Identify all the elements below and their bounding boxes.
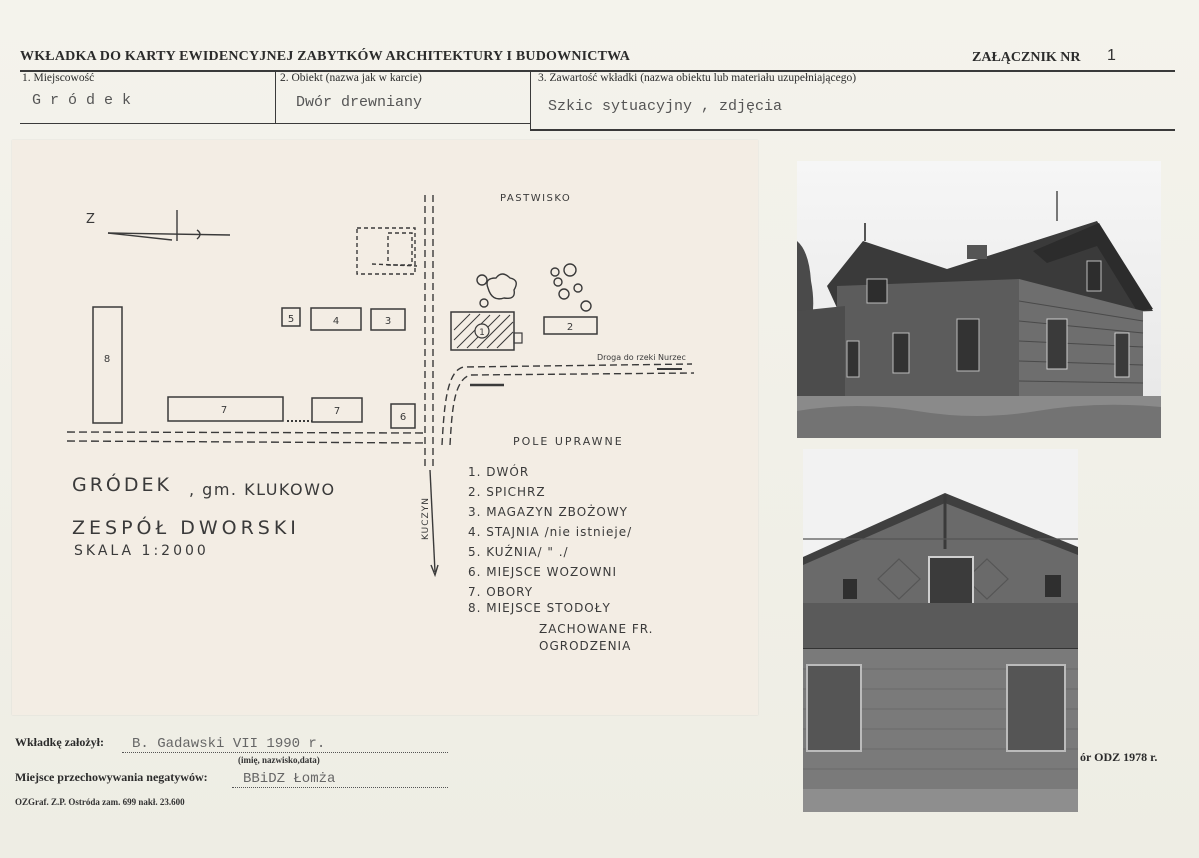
- legend-item-7: 7. OBORY: [468, 585, 534, 599]
- legend-item-6: 6. MIEJSCE WOZOWNI: [468, 565, 618, 579]
- fields-rule-right: [530, 129, 1175, 131]
- building-number-8: 8: [103, 354, 111, 365]
- legend-fence-line1: ZACHOWANE FR.: [539, 622, 654, 636]
- building-number-5: 5: [287, 314, 295, 325]
- building-8: [93, 307, 122, 423]
- building-number-2: 2: [566, 322, 574, 333]
- field-label: POLE UPRAWNE: [513, 435, 624, 448]
- field-divider-1: [275, 72, 276, 124]
- object-label: 2. Obiekt (nazwa jak w karcie): [280, 72, 422, 84]
- building-number-1: 1: [479, 328, 485, 338]
- street-label: KUCZYN: [421, 497, 431, 540]
- building-number-4: 4: [332, 316, 340, 327]
- site-sketch: [12, 140, 758, 715]
- legend-fence-line2: OGRODZENIA: [539, 639, 632, 653]
- site-plan-drawing: [12, 140, 758, 715]
- card-title: WKŁADKA DO KARTY EWIDENCYJNEJ ZABYTKÓW ARCHITEKTURY I BUDOWNICTWA: [20, 49, 631, 64]
- content-value: Szkic sytuacyjny , zdjęcia: [548, 98, 783, 115]
- source-note: ór ODZ 1978 r.: [1080, 750, 1158, 764]
- field-divider-2: [530, 72, 531, 130]
- north-arrow-icon: [108, 210, 230, 241]
- legend-item-3: 3. MAGAZYN ZBOŻOWY: [468, 505, 629, 519]
- created-by-label: Wkładkę założył:: [15, 735, 104, 749]
- locality-label: 1. Miejscowość: [22, 72, 95, 84]
- created-by-hint: (imię, nazwisko,data): [238, 755, 320, 765]
- legend-item-2: 2. SPICHRZ: [468, 485, 546, 499]
- annex-label: ZAŁĄCZNIK NR: [972, 50, 1081, 65]
- building-number-7b: 7: [333, 406, 341, 417]
- legend-item-4: 4. STAJNIA /nie istnieje/: [468, 525, 633, 539]
- building-number-7a: 7: [220, 405, 228, 416]
- negatives-storage-label: Miejsce przechowywania negatywów:: [15, 770, 208, 784]
- legend-item-8: 8. MIEJSCE STODOŁY: [468, 601, 611, 615]
- road-label: Droga do rzeki Nurzec: [597, 353, 686, 362]
- negatives-storage-dotted-line: [232, 787, 448, 788]
- building-number-6: 6: [399, 412, 407, 423]
- manor-photo-gable: [803, 449, 1078, 812]
- negatives-storage-value: BBiDZ Łomża: [243, 771, 336, 787]
- legend-item-5: 5. KUŹNIA/ " ./: [468, 545, 569, 559]
- pasture-label: PASTWISKO: [500, 193, 572, 204]
- printer-imprint: OZGraf. Z.P. Ostróda zam. 699 nakł. 23.600: [15, 797, 185, 807]
- annex-number: 1: [1107, 47, 1116, 64]
- content-label: 3. Zawartość wkładki (nazwa obiektu lub materiału uzupełniającego): [538, 72, 857, 84]
- locality-value: G r ó d e k: [32, 92, 132, 109]
- created-by-dotted-line: [122, 752, 448, 753]
- legend-item-1: 1. DWÓR: [468, 465, 530, 479]
- created-by-value: B. Gadawski VII 1990 r.: [132, 736, 326, 752]
- north-letter: Z: [86, 212, 95, 227]
- building-number-3: 3: [384, 316, 392, 327]
- object-value: Dwór drewniany: [296, 94, 423, 111]
- manor-photo-side: [797, 161, 1161, 438]
- scale-label: SKALA 1:2000: [74, 543, 209, 559]
- place-commune: , gm. KLUKOWO: [189, 480, 336, 499]
- place-title: GRÓDEK: [72, 474, 172, 496]
- ensemble-title: ZESPÓŁ DWORSKI: [72, 517, 300, 539]
